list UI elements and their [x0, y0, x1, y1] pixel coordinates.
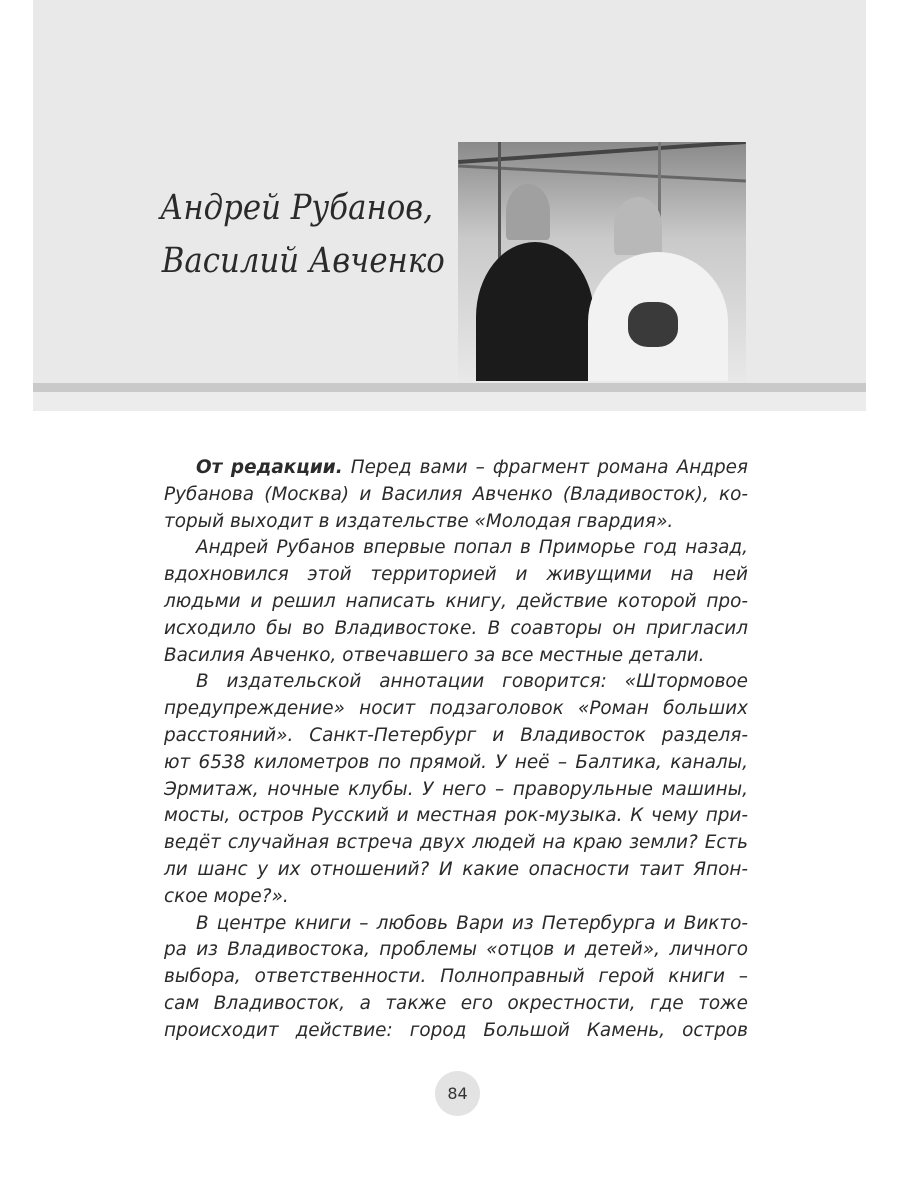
photo-person-head [614, 197, 662, 255]
photo-person-head [506, 184, 550, 240]
text-line: торый выходит в издательстве «Молодая гвардия». [164, 510, 674, 532]
text-line: Рубанова (Москва) и Василия Авченко (Владивосток), ко- [164, 483, 748, 505]
text-line: расстояний». Санкт-Петербург и Владивосток разделя- [164, 724, 748, 746]
photo-person-body [476, 242, 594, 381]
author-2: Василий Авченко [161, 241, 445, 281]
line-text: Перед вами – фрагмент романа Андрея [342, 457, 748, 478]
authors-title [160, 182, 445, 288]
text-line: сам Владивосток, а также его окрестности, где тоже [164, 992, 748, 1014]
photo-beam [458, 164, 746, 182]
text-line: ра из Владивостока, проблемы «отцов и детей», личного [164, 939, 748, 961]
text-line: В издательской аннотации говорится: «Штормовое [196, 671, 748, 693]
article-body [164, 455, 748, 1045]
photo-shirt-print [628, 302, 678, 347]
photo-beam [458, 142, 746, 164]
text-line: Василия Авченко, отвечавшего за все местные детали. [164, 644, 705, 666]
text-line: исходило бы во Владивостоке. В соавторы он пригласил [164, 617, 748, 639]
text-line: Андрей Рубанов впервые попал в Приморье год назад, [196, 537, 748, 559]
text-line: выбора, ответственности. Полноправный герой книги – [164, 966, 748, 988]
photo-beam [498, 142, 501, 262]
text-line: происходит действие: город Большой Камень, остров [164, 1019, 748, 1041]
text-line: ское море?». [164, 885, 289, 907]
text-line: людьми и решил написать книгу, действие которой про- [164, 590, 748, 612]
text-line: мосты, остров Русский и местная рок-музыка. К чему при- [164, 805, 748, 827]
text-line: ют 6538 километров по прямой. У неё – Балтика, каналы, [164, 751, 748, 773]
header-divider [33, 383, 866, 392]
text-line: В центре книги – любовь Вари из Петербурга и Викто- [196, 912, 748, 934]
text-line [164, 455, 748, 482]
page-number: 84 [435, 1071, 480, 1116]
text-line: ведёт случайная встреча двух людей на краю земли? Есть [164, 832, 748, 854]
text-line: ли шанс у их отношений? И какие опасности таит Япон- [164, 858, 748, 880]
author-1: Андрей Рубанов, [160, 188, 434, 228]
lead-label: От редакции. [196, 457, 343, 478]
header-divider-light [33, 392, 866, 411]
text-line: вдохновился этой территорией и живущими на ней [164, 564, 748, 586]
authors-photo [458, 142, 746, 381]
text-line: предупреждение» носит подзаголовок «Роман больших [164, 698, 748, 720]
text-line: Эрмитаж, ночные клубы. У него – праворульные машины, [164, 778, 748, 800]
